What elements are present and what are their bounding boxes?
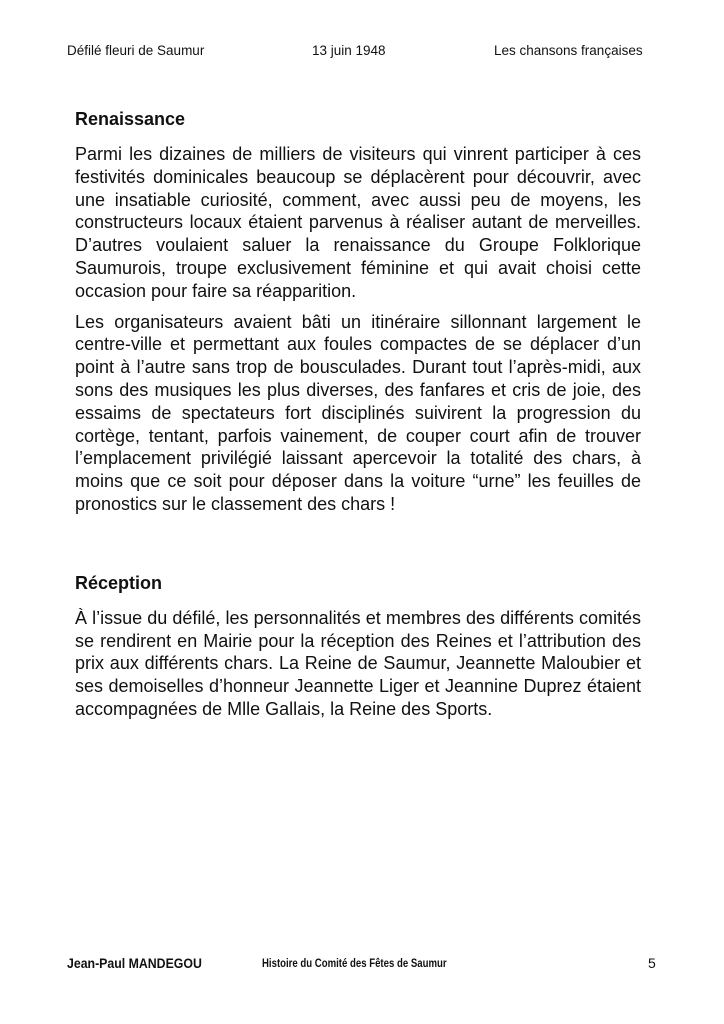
page-number: 5 — [648, 955, 656, 971]
footer-author: Jean-Paul MANDEGOU — [67, 955, 202, 971]
page-header — [0, 43, 724, 63]
section-renaissance — [75, 108, 641, 516]
section-spacer — [75, 524, 641, 572]
paragraph: À l’issue du défilé, les personnalités et membres des différents comités se rendirent en Mairie pour la réception des Reines et l’attribution des prix aux différents chars. La Reine de Saumur, Jeannette Maloubier et ses demoiselles d’honneur Jeannette Liger et Jeannine Duprez étaient accompagnées de Mlle Gallais, la Reine des Sports. — [75, 607, 641, 719]
page-body — [75, 108, 641, 729]
header-left-title: Défilé fleuri de Saumur — [67, 43, 205, 58]
page-footer — [0, 955, 724, 975]
section-reception — [75, 572, 641, 721]
section-title: Renaissance — [75, 109, 186, 129]
section-title: Réception — [75, 572, 163, 593]
paragraph: Parmi les dizaines de milliers de visiteurs qui vinrent participer à ces festivités dominicales beaucoup se déplacèrent pour découvrir, avec une insatiable curiosité, comment, avec aussi peu de moyens, les constructeurs locaux étaient parvenus à réaliser autant de merveilles. D’autres voulaient saluer la renaissance du Groupe Folklorique Saumurois, troupe exclusivement féminine et qui avait choisi cette occasion pour faire sa réapparition. — [75, 144, 641, 301]
paragraph: Les organisateurs avaient bâti un itinéraire sillonnant largement le centre-ville et permettant aux foules compactes de se déplacer d’un point à l’autre sans trop de bousculades. Durant tout l’après-midi, aux sons des musiques les plus diverses, des fanfares et cris de joie, des essaims de spectateurs fort disciplinés suivirent la progression du cortège, tentant, parfois vainement, de couper court afin de trouver l’emplacement privilégié laissant apercevoir la totalité des chars, à moins que ce soit pour déposer dans la voiture “urne” les feuilles de pronostics sur le classement des chars ! — [75, 311, 641, 514]
header-date: 13 juin 1948 — [312, 43, 386, 58]
footer-book-title: Histoire du Comité des Fêtes de Saumur — [262, 956, 447, 970]
header-right-title: Les chansons françaises — [494, 43, 643, 58]
